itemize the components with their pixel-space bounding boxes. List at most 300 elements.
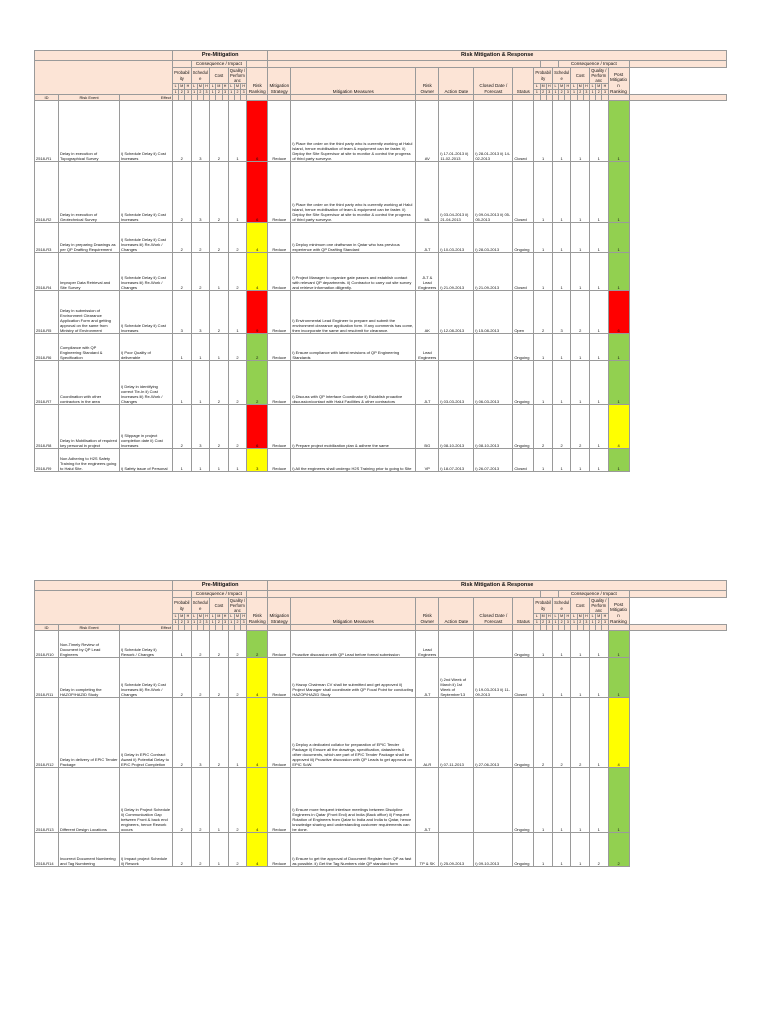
lmh-label: H <box>242 84 245 89</box>
post-probability-value: 1 <box>534 101 553 162</box>
risk-event: Improper Data Retrieval and Site Survey <box>59 253 120 291</box>
post-cost-value: 2 <box>571 405 590 449</box>
risk-event: Non-Timely Review of Document by QP Lead Engineers <box>59 631 120 658</box>
lmh-label: M <box>180 84 184 89</box>
lmh-label: H <box>547 84 551 89</box>
scale-number: 2 <box>559 619 565 624</box>
lmh-label: L <box>590 84 596 89</box>
post-quality-header: Quality / Performanc <box>591 597 607 614</box>
post-quality-value: 1 <box>590 449 609 472</box>
risk-id: 2518-R10 <box>35 631 59 658</box>
risk-ranking-header: Risk Ranking <box>247 67 268 95</box>
lmh-label: L <box>534 84 540 89</box>
post-mitigation-ranking: 1 <box>608 768 629 833</box>
post-probability-value: 1 <box>534 768 553 833</box>
blank <box>629 61 726 68</box>
mitigation-strategy: Reduce <box>268 334 291 361</box>
mitigation-measures: i) Project Manager to organize gate passes and establish contact with relevant QP departments. ii) Contractor to carry out site survey and retrieve information diligently. <box>291 253 416 291</box>
lmh-label: H <box>566 614 570 619</box>
quality-value: 1 <box>228 101 247 162</box>
cost-value: 2 <box>210 223 229 253</box>
post-probability-header: Probability <box>534 67 553 84</box>
status: Closed <box>513 162 534 223</box>
post-quality-value: 1 <box>590 334 609 361</box>
post-cost-header: Cost <box>571 67 590 84</box>
blank-header <box>35 581 173 591</box>
consequence-impact-pre: Consequence / Impact <box>191 591 247 598</box>
scale-number: 2 <box>596 619 602 624</box>
post-mitigation-title: Risk Mitigation & Response <box>268 581 727 591</box>
probability-value: 2 <box>173 253 192 291</box>
action-date: i) 08-10-2013 <box>439 405 474 449</box>
post-schedule-value: 1 <box>552 253 571 291</box>
risk-id: 2518-R5 <box>35 291 59 334</box>
scale-number: 1 <box>191 89 197 94</box>
risk-event: Non Adhering to H2S Safety Training for the engineers going to Halul Site. <box>59 449 120 472</box>
scale-number: 3 <box>222 619 228 624</box>
mitigation-measures: i) Ensure compliance with latest revisions of QP Engineering Standards <box>291 334 416 361</box>
action-date <box>439 768 474 833</box>
closed-date-header: Closed Date / Forecast <box>474 597 513 625</box>
lmh-label: M <box>180 614 184 619</box>
post-schedule-value: 2 <box>552 405 571 449</box>
scale-number: 3 <box>241 89 247 94</box>
lmh-label: L <box>228 614 234 619</box>
schedule-value: 2 <box>191 833 210 867</box>
post-quality-value: 2 <box>590 833 609 867</box>
quality-value: 1 <box>228 698 247 768</box>
risk-owner: ALR <box>416 698 439 768</box>
lmh-label: M <box>560 84 564 89</box>
cost-value: 2 <box>210 658 229 698</box>
consequence-impact-pre: Consequence / Impact <box>191 61 247 68</box>
mitigation-measures: Proactive discussion with QP Lead before formal submission <box>291 631 416 658</box>
post-cost-value: 1 <box>571 833 590 867</box>
post-quality-value: 1 <box>590 101 609 162</box>
effect: i) Slippage in project completion date ii) Cost Increases <box>120 405 173 449</box>
post-mitigation-ranking-header: Post Mitigation Ranking <box>608 67 629 95</box>
risk-ranking: 6 <box>247 162 268 223</box>
post-probability-value: 1 <box>534 162 553 223</box>
blank <box>173 61 192 68</box>
post-quality-value: 1 <box>590 162 609 223</box>
table-row <box>35 768 727 833</box>
probability-value: 2 <box>173 162 192 223</box>
risk-owner-header: Risk Owner <box>416 67 439 95</box>
post-mitigation-ranking: 1 <box>608 162 629 223</box>
post-cost-value: 1 <box>571 361 590 405</box>
risk-owner: JLT <box>416 768 439 833</box>
mitigation-measures: i) All the engineers shall undergo H2S Training prior to going to Site <box>291 449 416 472</box>
lmh-label: M <box>541 614 545 619</box>
action-date <box>439 631 474 658</box>
scale-number: 1 <box>571 619 577 624</box>
scale-number: 1 <box>552 89 558 94</box>
schedule-value: 1 <box>191 334 210 361</box>
risk-register-table-1 <box>34 50 727 472</box>
post-probability-value: 1 <box>534 253 553 291</box>
schedule-value: 3 <box>191 162 210 223</box>
schedule-value: 1 <box>191 361 210 405</box>
risk-owner: AV <box>416 101 439 162</box>
blank <box>247 61 268 68</box>
table-row <box>35 631 727 658</box>
mitigation-measures: i) Prepare project mobilization plan & adhere the same <box>291 405 416 449</box>
lmh-label: H <box>585 84 588 89</box>
risk-id: 2518-R9 <box>35 449 59 472</box>
lmh-label: H <box>223 614 227 619</box>
post-quality-header: Quality / Performanc <box>591 67 607 84</box>
risk-event: Delay in preparing Drawings as per QP Drafting Requirement <box>59 223 120 253</box>
quality-value: 1 <box>228 291 247 334</box>
post-probability-value: 1 <box>534 833 553 867</box>
post-mitigation-ranking-header: Post Mitigation Ranking <box>608 597 629 625</box>
scale-number: 2 <box>216 619 222 624</box>
closed-date: i) 09-10-2013 <box>474 833 513 867</box>
action-date: i) 07-11-2013 <box>439 698 474 768</box>
post-schedule-value: 3 <box>552 291 571 334</box>
mitigation-measures: i) Ensure to get the approval of Document Register from QP as fast as possible. ii) Get the Tag Numbers vide QP standard form <box>291 833 416 867</box>
lmh-label: L <box>173 84 179 89</box>
scale-number: 3 <box>565 619 571 624</box>
id-header: ID <box>35 625 59 631</box>
lmh-label: M <box>597 614 601 619</box>
closed-date <box>474 631 513 658</box>
risk-owner: JLT <box>416 658 439 698</box>
lmh-label: L <box>228 84 234 89</box>
blank <box>629 591 726 598</box>
lmh-label: H <box>585 614 588 619</box>
risk-ranking: 2 <box>247 361 268 405</box>
risk-id: 2518-R3 <box>35 223 59 253</box>
mitigation-strategy: Reduce <box>268 253 291 291</box>
quality-value: 1 <box>228 162 247 223</box>
post-schedule-value: 1 <box>552 631 571 658</box>
cost-value: 2 <box>210 162 229 223</box>
schedule-value: 3 <box>191 291 210 334</box>
action-date: i) 18-07-2013 <box>439 449 474 472</box>
post-mitigation-ranking: 1 <box>608 253 629 291</box>
mitigation-measures: i) Deploy minimum one draftsman in Qatar who has previous experience with QP Drafting Standard <box>291 223 416 253</box>
cost-value: 2 <box>210 698 229 768</box>
risk-owner: VP <box>416 449 439 472</box>
mitigation-measures: i) Discuss with QP Interface Coordinator ii) Establish proactive discussion/contact with Halul Facilities & other contractors <box>291 361 416 405</box>
post-schedule-value: 1 <box>552 334 571 361</box>
schedule-value: 2 <box>191 223 210 253</box>
quality-header: Quality / Performanc <box>229 597 246 614</box>
risk-owner: AK <box>416 291 439 334</box>
mitigation-strategy: Reduce <box>268 658 291 698</box>
scale-number: 2 <box>197 89 203 94</box>
risk-ranking: 6 <box>247 405 268 449</box>
risk-id: 2518-R2 <box>35 162 59 223</box>
risk-id: 2518-R1 <box>35 101 59 162</box>
closed-date: i) 26-07-2013 <box>474 449 513 472</box>
schedule-value: 3 <box>191 101 210 162</box>
status: Ongoing <box>513 833 534 867</box>
mitigation-measures-header: Mitigation Measures <box>291 67 416 95</box>
action-date <box>439 334 474 361</box>
cost-value: 1 <box>210 253 229 291</box>
lmh-label: H <box>223 84 227 89</box>
lmh-label: M <box>597 84 601 89</box>
effect: i) Schedule Delay ii) Cost Increases <box>120 101 173 162</box>
status: Ongoing <box>513 361 534 405</box>
scale-number: 1 <box>173 89 179 94</box>
blank-header <box>35 51 173 61</box>
scale-number: 3 <box>185 89 191 94</box>
mitigation-strategy: Reduce <box>268 101 291 162</box>
id-header-top <box>35 591 173 625</box>
table-row <box>35 405 727 449</box>
lmh-label: H <box>242 614 245 619</box>
post-quality-value: 1 <box>590 405 609 449</box>
closed-date: i) 27-06-2013 <box>474 698 513 768</box>
probability-value: 2 <box>173 223 192 253</box>
lmh-label: H <box>205 84 208 89</box>
post-mitigation-ranking: 1 <box>608 223 629 253</box>
post-cost-value: 1 <box>571 101 590 162</box>
quality-value: 2 <box>228 361 247 405</box>
post-cost-value: 1 <box>571 253 590 291</box>
closed-date-header: Closed Date / Forecast <box>474 67 513 95</box>
action-date-header: Action Date <box>439 67 474 95</box>
scale-number: 1 <box>590 89 596 94</box>
status: Ongoing <box>513 334 534 361</box>
schedule-header: Schedule <box>191 597 210 614</box>
cost-header: Cost <box>210 67 229 84</box>
mitigation-measures: i) Deploy a dedicated collator for preparation of EPIC Tender Package ii) Ensure all the drawings, specification, datasheets & other documents, which are part of EPIC Tender Package shall be approved iii) Proactive discussion with QP Leads to get approval on EPIC SoW. <box>291 698 416 768</box>
quality-value: 2 <box>228 405 247 449</box>
closed-date: i) 19-03-2013 ii) 11-09-2013 <box>474 658 513 698</box>
cost-value: 1 <box>210 833 229 867</box>
post-mitigation-ranking: 4 <box>608 698 629 768</box>
risk-id: 2518-R12 <box>35 698 59 768</box>
table-row <box>35 833 727 867</box>
probability-value: 2 <box>173 833 192 867</box>
cost-value: 2 <box>210 631 229 658</box>
post-cost-value: 1 <box>571 658 590 698</box>
post-quality-value: 1 <box>590 768 609 833</box>
action-date: i) 12-08-2013 <box>439 291 474 334</box>
cost-header: Cost <box>210 597 229 614</box>
risk-owner: Lead Engineers <box>416 631 439 658</box>
id-header: ID <box>35 95 59 101</box>
scale-number: 1 <box>173 619 179 624</box>
mitigation-measures: i) Place the order on the third party who is currently working at Halul island, hence mobilisation of team & equipment can be faster. ii) Deploy the Site Supervisor at site to monitor & control the progress of third party surveyor. <box>291 101 416 162</box>
post-schedule-value: 1 <box>552 449 571 472</box>
risk-event: Delay in execution of Topographical Survey <box>59 101 120 162</box>
lmh-label: L <box>571 84 577 89</box>
mitigation-strategy: Reduce <box>268 698 291 768</box>
blank <box>629 95 726 101</box>
post-cost-value: 1 <box>571 223 590 253</box>
status: Open <box>513 291 534 334</box>
blank <box>268 61 540 68</box>
closed-date: i) 28-03-2013 <box>474 223 513 253</box>
scale-number: 3 <box>565 89 571 94</box>
quality-value: 2 <box>228 658 247 698</box>
scale-number: 1 <box>590 619 596 624</box>
risk-id: 2518-R13 <box>35 768 59 833</box>
post-schedule-value: 1 <box>552 223 571 253</box>
lmh-label: M <box>235 84 239 89</box>
probability-value: 2 <box>173 101 192 162</box>
lmh-label: M <box>235 614 239 619</box>
risk-event: Delay in submission of Environment Clearance Application Form and getting approval on the same from Ministry of Environment <box>59 291 120 334</box>
post-mitigation-ranking: 1 <box>608 658 629 698</box>
probability-value: 1 <box>173 631 192 658</box>
lmh-label: M <box>198 614 202 619</box>
cost-value: 2 <box>210 291 229 334</box>
risk-owner: JLT <box>416 361 439 405</box>
lmh-label: L <box>534 614 540 619</box>
lmh-label: L <box>173 614 179 619</box>
cost-value: 1 <box>210 768 229 833</box>
status: Closed <box>513 253 534 291</box>
mitigation-measures: i) Environmental Lead Engineer to prepare and submit the environment clearance application form. If any comments has come, then incorporate the same and resubmit for clearance. <box>291 291 416 334</box>
scale-number: 1 <box>228 619 234 624</box>
post-cost-value: 2 <box>571 698 590 768</box>
probability-value: 3 <box>173 291 192 334</box>
closed-date <box>474 768 513 833</box>
post-schedule-value: 1 <box>552 768 571 833</box>
quality-value: 2 <box>228 833 247 867</box>
lmh-label: L <box>590 614 596 619</box>
post-schedule-header: Schedule <box>552 67 571 84</box>
scale-number: 3 <box>602 89 608 94</box>
risk-owner: JLT & Lead Engineers <box>416 253 439 291</box>
risk-id: 2518-R11 <box>35 658 59 698</box>
scale-number: 1 <box>534 89 540 94</box>
risk-event-header: Risk Event <box>59 625 120 631</box>
mitigation-strategy: Reduce <box>268 833 291 867</box>
mitigation-measures: i) Hazop Chairman CV shall be submitted and get approved ii) Project Manager shall coordinate with QP Focal Point for conducting HAZOP/HAZID Study <box>291 658 416 698</box>
schedule-value: 3 <box>191 405 210 449</box>
risk-ranking: 2 <box>247 334 268 361</box>
probability-value: 2 <box>173 405 192 449</box>
table-row <box>35 361 727 405</box>
pre-mitigation-title: Pre-Mitigation <box>173 51 268 61</box>
scale-number: 3 <box>185 619 191 624</box>
post-schedule-header: Schedule <box>552 597 571 614</box>
closed-date: i) 09-04-2013 ii) 05-05-2013 <box>474 162 513 223</box>
schedule-header: Schedule <box>191 67 210 84</box>
risk-event: Delay in execution of Geotechnical Survey <box>59 162 120 223</box>
quality-value: 2 <box>228 334 247 361</box>
blank <box>173 591 192 598</box>
lmh-label: L <box>552 614 558 619</box>
post-probability-value: 1 <box>534 631 553 658</box>
quality-value: 2 <box>228 253 247 291</box>
status-header: Status <box>513 597 534 625</box>
action-date: i) 17-01-2013 ii) 11-02-2013 <box>439 101 474 162</box>
probability-value: 1 <box>173 361 192 405</box>
risk-ranking: 4 <box>247 698 268 768</box>
blank <box>268 591 540 598</box>
post-quality-value: 1 <box>590 658 609 698</box>
quality-value: 1 <box>228 449 247 472</box>
closed-date: i) 28-01-2013 ii) 14-02-2013 <box>474 101 513 162</box>
scale-number: 2 <box>540 89 546 94</box>
risk-event-header: Risk Event <box>59 95 120 101</box>
mitigation-measures-header: Mitigation Measures <box>291 597 416 625</box>
post-schedule-value: 1 <box>552 833 571 867</box>
risk-owner-header: Risk Owner <box>416 597 439 625</box>
post-schedule-value: 1 <box>552 162 571 223</box>
effect: i) Delay in Project Schedule ii) Communication Gap between Front & back end engineers, hence Rework occurs <box>120 768 173 833</box>
closed-date: i) 06-03-2013 <box>474 361 513 405</box>
scale-number: 2 <box>596 89 602 94</box>
mitigation-strategy-header: Mitigation Strategy <box>268 67 291 95</box>
scale-number: 2 <box>234 619 240 624</box>
table-row <box>35 223 727 253</box>
mitigation-strategy: Reduce <box>268 768 291 833</box>
post-quality-value: 1 <box>590 223 609 253</box>
scale-number: 1 <box>210 619 216 624</box>
status: Closed <box>513 101 534 162</box>
effect: i) Schedule Delay ii) Cost Increases iii) Re-Work / Changes <box>120 253 173 291</box>
post-quality-value: 1 <box>590 698 609 768</box>
effect: i) Impact project Schedule ii) Rework <box>120 833 173 867</box>
lmh-label: M <box>578 614 582 619</box>
post-schedule-value: 1 <box>552 361 571 405</box>
effect: i) Delay in identifying correct Tie-In ii) Cost Increases iii) Re-Work / Changes <box>120 361 173 405</box>
post-probability-value: 1 <box>534 361 553 405</box>
post-schedule-value: 1 <box>552 658 571 698</box>
risk-ranking: 4 <box>247 768 268 833</box>
effect: i) Schedule Delay ii) Cost Increases iii) Re-Work / Changes <box>120 223 173 253</box>
scale-number: 3 <box>222 89 228 94</box>
table-row <box>35 658 727 698</box>
status: Ongoing <box>513 768 534 833</box>
risk-ranking: 2 <box>247 631 268 658</box>
table-row <box>35 334 727 361</box>
risk-owner: TP & SK <box>416 833 439 867</box>
schedule-value: 2 <box>191 658 210 698</box>
mitigation-strategy: Reduce <box>268 162 291 223</box>
effect: i) Poor Quality of deliverable <box>120 334 173 361</box>
effect-header: Effect <box>120 625 173 631</box>
lmh-label: H <box>205 614 208 619</box>
cost-value: 2 <box>210 361 229 405</box>
lmh-label: H <box>186 84 190 89</box>
quality-header: Quality / Performanc <box>229 67 246 84</box>
action-date-header: Action Date <box>439 597 474 625</box>
risk-owner: ML <box>416 162 439 223</box>
mitigation-strategy: Reduce <box>268 291 291 334</box>
effect: i) Schedule Delay ii) Cost Increases <box>120 291 173 334</box>
schedule-value: 2 <box>191 631 210 658</box>
cost-value: 2 <box>210 101 229 162</box>
lmh-label: L <box>210 614 216 619</box>
probability-value: 1 <box>173 334 192 361</box>
quality-value: 2 <box>228 631 247 658</box>
risk-id: 2518-R14 <box>35 833 59 867</box>
table-row <box>35 291 727 334</box>
scale-number: 3 <box>203 619 209 624</box>
risk-ranking: 4 <box>247 658 268 698</box>
effect: i) Delay in EPIC Contract Award ii) Potential Delay to EPIC Project Completion <box>120 698 173 768</box>
risk-event: Different Design Locations <box>59 768 120 833</box>
lmh-label: H <box>603 614 607 619</box>
effect: i) Schedule Delay ii) Rework / Changes <box>120 631 173 658</box>
closed-date: i) 21-09-2013 <box>474 253 513 291</box>
id-header-top <box>35 61 173 95</box>
scale-number: 1 <box>552 619 558 624</box>
post-mitigation-ranking: 1 <box>608 101 629 162</box>
post-probability-value: 1 <box>534 658 553 698</box>
